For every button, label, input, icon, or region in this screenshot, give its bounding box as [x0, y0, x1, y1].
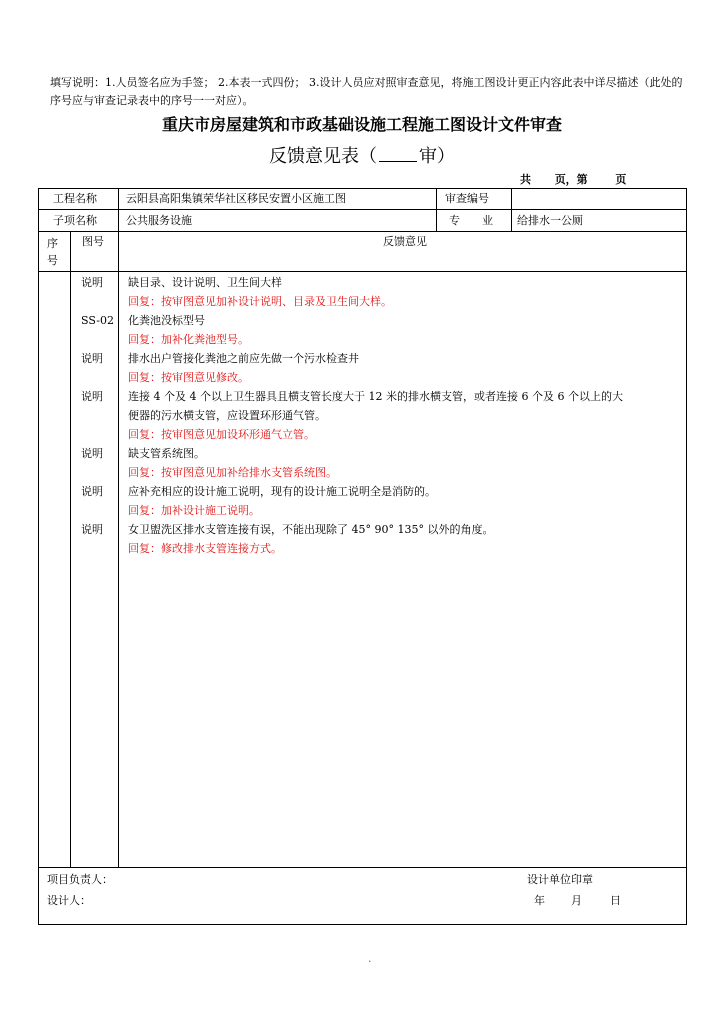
comment-line: 连接 4 个及 4 个以上卫生器具且横支管长度大于 12 米的排水横支管，或者连接 6 个及 6 个以上的大 [128, 390, 623, 403]
page-footer-dot: . [368, 952, 372, 965]
comment-line: 缺目录、设计说明、卫生间大样 [128, 276, 282, 289]
comment-line: 便器的污水横支管，应设置环形通气管。 [128, 409, 326, 422]
drawing-no-header: 图号 [82, 235, 104, 248]
subtitle-prefix: 反馈意见表（ [269, 146, 377, 167]
review-stage-blank[interactable] [379, 147, 417, 162]
instructions: 填写说明：1.人员签名应为手签； 2.本表一式四份； 3.设计人员应对照审查意见，将施工图设计更正内容此表中详尽描述（此处的序号应与审查记录表中的序号一一对应）。 [50, 76, 683, 107]
divider [511, 189, 512, 231]
reply-line: 回复：加补化粪池型号。 [128, 333, 249, 346]
seq-header-line2: 号 [47, 254, 58, 267]
reply-line: 回复：按审图意见加补设计说明、目录及卫生间大样。 [128, 295, 392, 308]
project-name-label: 工程名称 [53, 192, 97, 205]
comment-line: 化粪池没标型号 [128, 314, 205, 327]
page-info [520, 171, 626, 187]
specialty-label: 专 业 [449, 214, 493, 227]
design-unit-seal-label: 设计单位印章 [527, 873, 593, 886]
comment-line: 女卫盥洗区排水支管连接有误，不能出现除了 45° 90° 135° 以外的角度。 [128, 523, 494, 536]
drawing-code: 说明 [81, 390, 103, 403]
divider [70, 231, 71, 867]
reply-line: 回复：修改排水支管连接方式。 [128, 542, 282, 555]
divider [39, 231, 686, 232]
comment-line: 应补充相应的设计施工说明，现有的设计施工说明全是消防的。 [128, 485, 436, 498]
divider [39, 867, 686, 868]
review-number-label: 审查编号 [445, 192, 489, 205]
drawing-code: SS-02 [81, 314, 114, 327]
subitem-name-value[interactable]: 公共服务设施 [126, 214, 192, 227]
reply-line: 回复：按审图意见加设环形通气立管。 [128, 428, 315, 441]
day-label: 日 [610, 894, 621, 907]
divider [436, 189, 437, 231]
reply-line: 回复：加补设计施工说明。 [128, 504, 260, 517]
specialty-value[interactable]: 给排水一公厕 [517, 214, 583, 227]
drawing-code: 说明 [81, 352, 103, 365]
page-end-label: 页 [615, 173, 627, 186]
divider [118, 189, 119, 231]
month-label: 月 [571, 894, 582, 907]
reply-line: 回复：按审图意见修改。 [128, 371, 249, 384]
seq-header [47, 235, 58, 269]
drawing-code: 说明 [81, 523, 103, 536]
seq-header-line1: 序 [47, 237, 58, 250]
feedback-header: 反馈意见 [383, 235, 427, 248]
document-title: 重庆市房屋建筑和市政基础设施工程施工图设计文件审查 [161, 115, 562, 134]
drawing-code: 说明 [81, 485, 103, 498]
designer-label: 设计人： [47, 894, 91, 907]
divider [39, 209, 686, 210]
comment-line: 排水出户管接化粪池之前应先做一个污水检查井 [128, 352, 359, 365]
reply-line: 回复：按审图意见加补给排水支管系统图。 [128, 466, 337, 479]
divider [39, 271, 686, 272]
drawing-code: 说明 [81, 276, 103, 289]
page-unit-label: 页，第 [554, 173, 588, 186]
feedback-form-table [38, 188, 687, 925]
project-name-value[interactable]: 云阳县高阳集镇荣华社区移民安置小区施工图 [126, 192, 346, 205]
project-lead-label: 项目负责人： [47, 873, 113, 886]
comment-line: 缺支管系统图。 [128, 447, 205, 460]
year-label: 年 [534, 894, 545, 907]
drawing-code: 说明 [81, 447, 103, 460]
page-total-label: 共 [520, 173, 531, 186]
subtitle-suffix: 审） [419, 146, 455, 167]
subitem-name-label: 子项名称 [53, 214, 97, 227]
document-subtitle [0, 142, 724, 168]
